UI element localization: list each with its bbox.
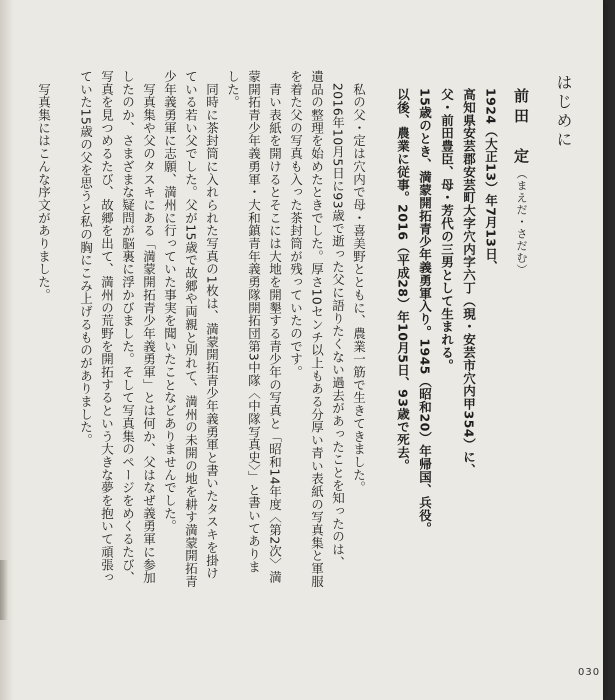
bio-line: 高知県安芸郡安芸町大字穴内字六丁（現・安芸市穴内甲354）に、 — [461, 88, 477, 477]
adjacent-page-edge — [0, 560, 8, 620]
body-line: 青い表紙を開けるとそこには大地を開墾する青少年の写真と「昭和14年度〈第2次〉満 — [267, 70, 283, 584]
body-line: 写真を見つめるたび、故郷を出て、満州の荒野を開拓するという大きな夢を抱いて頑張っ — [99, 70, 115, 584]
body-line: したのか、さまざまな疑問が脳裏に浮かびました。そして写真集のページをめくるたび、 — [120, 70, 136, 584]
body-line: 写真集にはこんな序文がありました。 — [36, 70, 52, 302]
bio-line: 父・前田豊臣、母・芳代の三男として生まれる。 — [439, 88, 455, 372]
body-line: 遺品の整理を始めたときでした。厚さ10センチ以上もある分厚い青い表紙の写真集と軍服 — [309, 70, 325, 588]
section-heading: はじめに — [554, 74, 573, 150]
body-line: 同時に茶封筒に入れられた写真の1枚は、満蒙開拓青少年義勇軍と書いたタスキを掛け — [204, 70, 220, 580]
body-line: ていた15歳の父を思うと私の胸にこみ上げるものがありました。 — [78, 70, 94, 447]
body-line: 私の父・定は穴内で母・喜美野とともに、農業一筋で生きてきました。 — [351, 70, 367, 495]
body-line: 蒙開拓青少年義勇軍・大和鎮青年義勇隊開拓団第3中隊〈中隊写真史〉」と書いてありま — [246, 70, 262, 574]
body-line: を着た父の写真も入った茶封筒が残っていたのです。 — [288, 70, 304, 379]
profile-name-text: 前田 定 — [512, 88, 530, 168]
profile-name-reading: （まえだ・さだむ） — [515, 168, 528, 276]
bio-line: 15歳のとき、満蒙開拓青少年義勇軍入り。1945（昭和20）年帰国、兵役。 — [417, 88, 433, 535]
body-line: ている若い父でした。父が15歳で故郷や両親と別れて、満州の未開の地を耕す満蒙開拓青 — [183, 70, 199, 588]
body-line: 少年義勇軍に志願、満州に行っていた事実を聞いたことなどありませんでした。 — [162, 70, 178, 533]
body-line: 写真集や父のタスキにある「満蒙開拓青少年義勇軍」とは何か、父はなぜ義勇軍に参加 — [141, 70, 157, 584]
profile-name — [513, 88, 528, 276]
bio-line: 以後、農業に従事。2016（平成28）年10月5日、93歳で死去。 — [395, 88, 411, 472]
bio-line: 1924（大正13）年7月13日、 — [483, 88, 499, 274]
page-number: 030 — [578, 667, 601, 678]
body-line: した。 — [225, 70, 241, 109]
body-line: 2016年10月5日に93歳で逝った父に語りたくない過去があったことを知ったのは、 — [330, 70, 346, 569]
